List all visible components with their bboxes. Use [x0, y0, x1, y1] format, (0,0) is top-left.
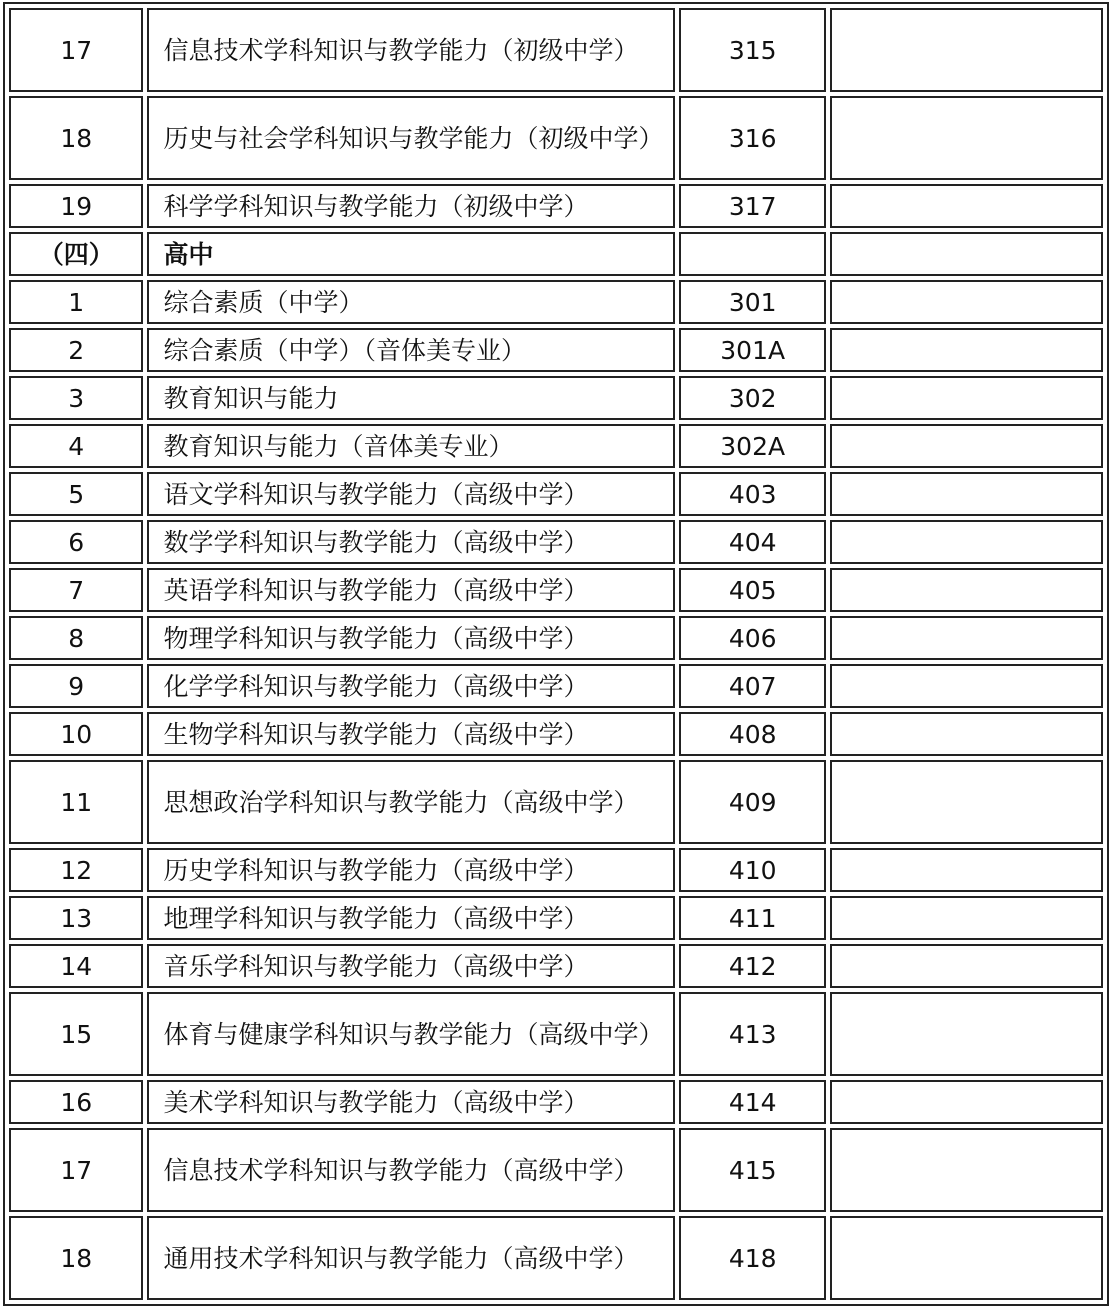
row-number-cell: 9	[9, 664, 143, 708]
subject-name-cell: 语文学科知识与教学能力（高级中学）	[147, 472, 675, 516]
table-row	[9, 664, 1103, 708]
subject-name-cell: 美术学科知识与教学能力（高级中学）	[147, 1080, 675, 1124]
remark-cell	[830, 96, 1103, 180]
subject-code-cell: 301A	[679, 328, 826, 372]
subject-code-cell: 315	[679, 8, 826, 92]
row-number-cell: 16	[9, 1080, 143, 1124]
table-row	[9, 896, 1103, 940]
table-row	[9, 96, 1103, 180]
remark-cell	[830, 664, 1103, 708]
table-row	[9, 376, 1103, 420]
row-number-cell: 18	[9, 96, 143, 180]
section-header-row	[9, 232, 1103, 276]
remark-cell	[830, 232, 1103, 276]
subject-code-cell: 405	[679, 568, 826, 612]
subject-code-cell: 411	[679, 896, 826, 940]
remark-cell	[830, 896, 1103, 940]
row-number-cell: 11	[9, 760, 143, 844]
table-row	[9, 944, 1103, 988]
row-number-cell: 5	[9, 472, 143, 516]
subject-name-cell: 地理学科知识与教学能力（高级中学）	[147, 896, 675, 940]
table-row	[9, 424, 1103, 468]
subject-code-cell: 414	[679, 1080, 826, 1124]
table-row	[9, 472, 1103, 516]
remark-cell	[830, 280, 1103, 324]
row-number-cell: 19	[9, 184, 143, 228]
subject-code-cell: 408	[679, 712, 826, 756]
row-number-cell: 7	[9, 568, 143, 612]
remark-cell	[830, 8, 1103, 92]
table-row	[9, 848, 1103, 892]
table-row	[9, 1128, 1103, 1212]
row-number-cell: 13	[9, 896, 143, 940]
subject-name-cell: 信息技术学科知识与教学能力（高级中学）	[147, 1128, 675, 1212]
exam-subject-table	[3, 2, 1109, 1306]
subject-name-cell: 音乐学科知识与教学能力（高级中学）	[147, 944, 675, 988]
row-number-cell: 17	[9, 1128, 143, 1212]
subject-name-cell: 教育知识与能力（音体美专业）	[147, 424, 675, 468]
remark-cell	[830, 848, 1103, 892]
remark-cell	[830, 992, 1103, 1076]
row-number-cell: 10	[9, 712, 143, 756]
subject-code-cell: 409	[679, 760, 826, 844]
subject-name-cell: 历史与社会学科知识与教学能力（初级中学）	[147, 96, 675, 180]
remark-cell	[830, 328, 1103, 372]
subject-name-cell: 生物学科知识与教学能力（高级中学）	[147, 712, 675, 756]
row-number-cell: 3	[9, 376, 143, 420]
table-row	[9, 760, 1103, 844]
subject-name-cell: 高中	[147, 232, 675, 276]
remark-cell	[830, 184, 1103, 228]
row-number-cell: 15	[9, 992, 143, 1076]
remark-cell	[830, 616, 1103, 660]
row-number-cell: 18	[9, 1216, 143, 1300]
table-row	[9, 1080, 1103, 1124]
row-number-cell: （四）	[9, 232, 143, 276]
table-row	[9, 328, 1103, 372]
subject-code-cell: 301	[679, 280, 826, 324]
subject-name-cell: 通用技术学科知识与教学能力（高级中学）	[147, 1216, 675, 1300]
remark-cell	[830, 520, 1103, 564]
remark-cell	[830, 1080, 1103, 1124]
subject-name-cell: 信息技术学科知识与教学能力（初级中学）	[147, 8, 675, 92]
subject-code-cell: 404	[679, 520, 826, 564]
subject-code-cell: 418	[679, 1216, 826, 1300]
subject-name-cell: 综合素质（中学）（音体美专业）	[147, 328, 675, 372]
subject-code-cell: 302A	[679, 424, 826, 468]
remark-cell	[830, 1128, 1103, 1212]
remark-cell	[830, 472, 1103, 516]
row-number-cell: 2	[9, 328, 143, 372]
row-number-cell: 6	[9, 520, 143, 564]
subject-code-cell: 415	[679, 1128, 826, 1212]
subject-code-cell: 406	[679, 616, 826, 660]
table-row	[9, 568, 1103, 612]
table-row	[9, 1216, 1103, 1300]
table-body	[9, 8, 1103, 1300]
remark-cell	[830, 712, 1103, 756]
subject-code-cell: 302	[679, 376, 826, 420]
subject-code-cell: 317	[679, 184, 826, 228]
table-row	[9, 520, 1103, 564]
table-row	[9, 8, 1103, 92]
subject-name-cell: 综合素质（中学）	[147, 280, 675, 324]
subject-name-cell: 数学学科知识与教学能力（高级中学）	[147, 520, 675, 564]
subject-code-cell: 413	[679, 992, 826, 1076]
table-row	[9, 280, 1103, 324]
subject-code-cell: 407	[679, 664, 826, 708]
row-number-cell: 17	[9, 8, 143, 92]
subject-code-cell: 403	[679, 472, 826, 516]
row-number-cell: 8	[9, 616, 143, 660]
row-number-cell: 4	[9, 424, 143, 468]
table-row	[9, 184, 1103, 228]
subject-name-cell: 科学学科知识与教学能力（初级中学）	[147, 184, 675, 228]
subject-code-cell: 412	[679, 944, 826, 988]
table-row	[9, 616, 1103, 660]
remark-cell	[830, 944, 1103, 988]
subject-name-cell: 物理学科知识与教学能力（高级中学）	[147, 616, 675, 660]
row-number-cell: 12	[9, 848, 143, 892]
subject-name-cell: 化学学科知识与教学能力（高级中学）	[147, 664, 675, 708]
remark-cell	[830, 424, 1103, 468]
subject-name-cell: 思想政治学科知识与教学能力（高级中学）	[147, 760, 675, 844]
subject-name-cell: 教育知识与能力	[147, 376, 675, 420]
subject-code-cell: 316	[679, 96, 826, 180]
remark-cell	[830, 1216, 1103, 1300]
table-row	[9, 712, 1103, 756]
row-number-cell: 1	[9, 280, 143, 324]
subject-code-cell: 410	[679, 848, 826, 892]
row-number-cell: 14	[9, 944, 143, 988]
remark-cell	[830, 376, 1103, 420]
table-row	[9, 992, 1103, 1076]
subject-code-cell	[679, 232, 826, 276]
remark-cell	[830, 568, 1103, 612]
remark-cell	[830, 760, 1103, 844]
subject-name-cell: 英语学科知识与教学能力（高级中学）	[147, 568, 675, 612]
subject-name-cell: 体育与健康学科知识与教学能力（高级中学）	[147, 992, 675, 1076]
subject-name-cell: 历史学科知识与教学能力（高级中学）	[147, 848, 675, 892]
